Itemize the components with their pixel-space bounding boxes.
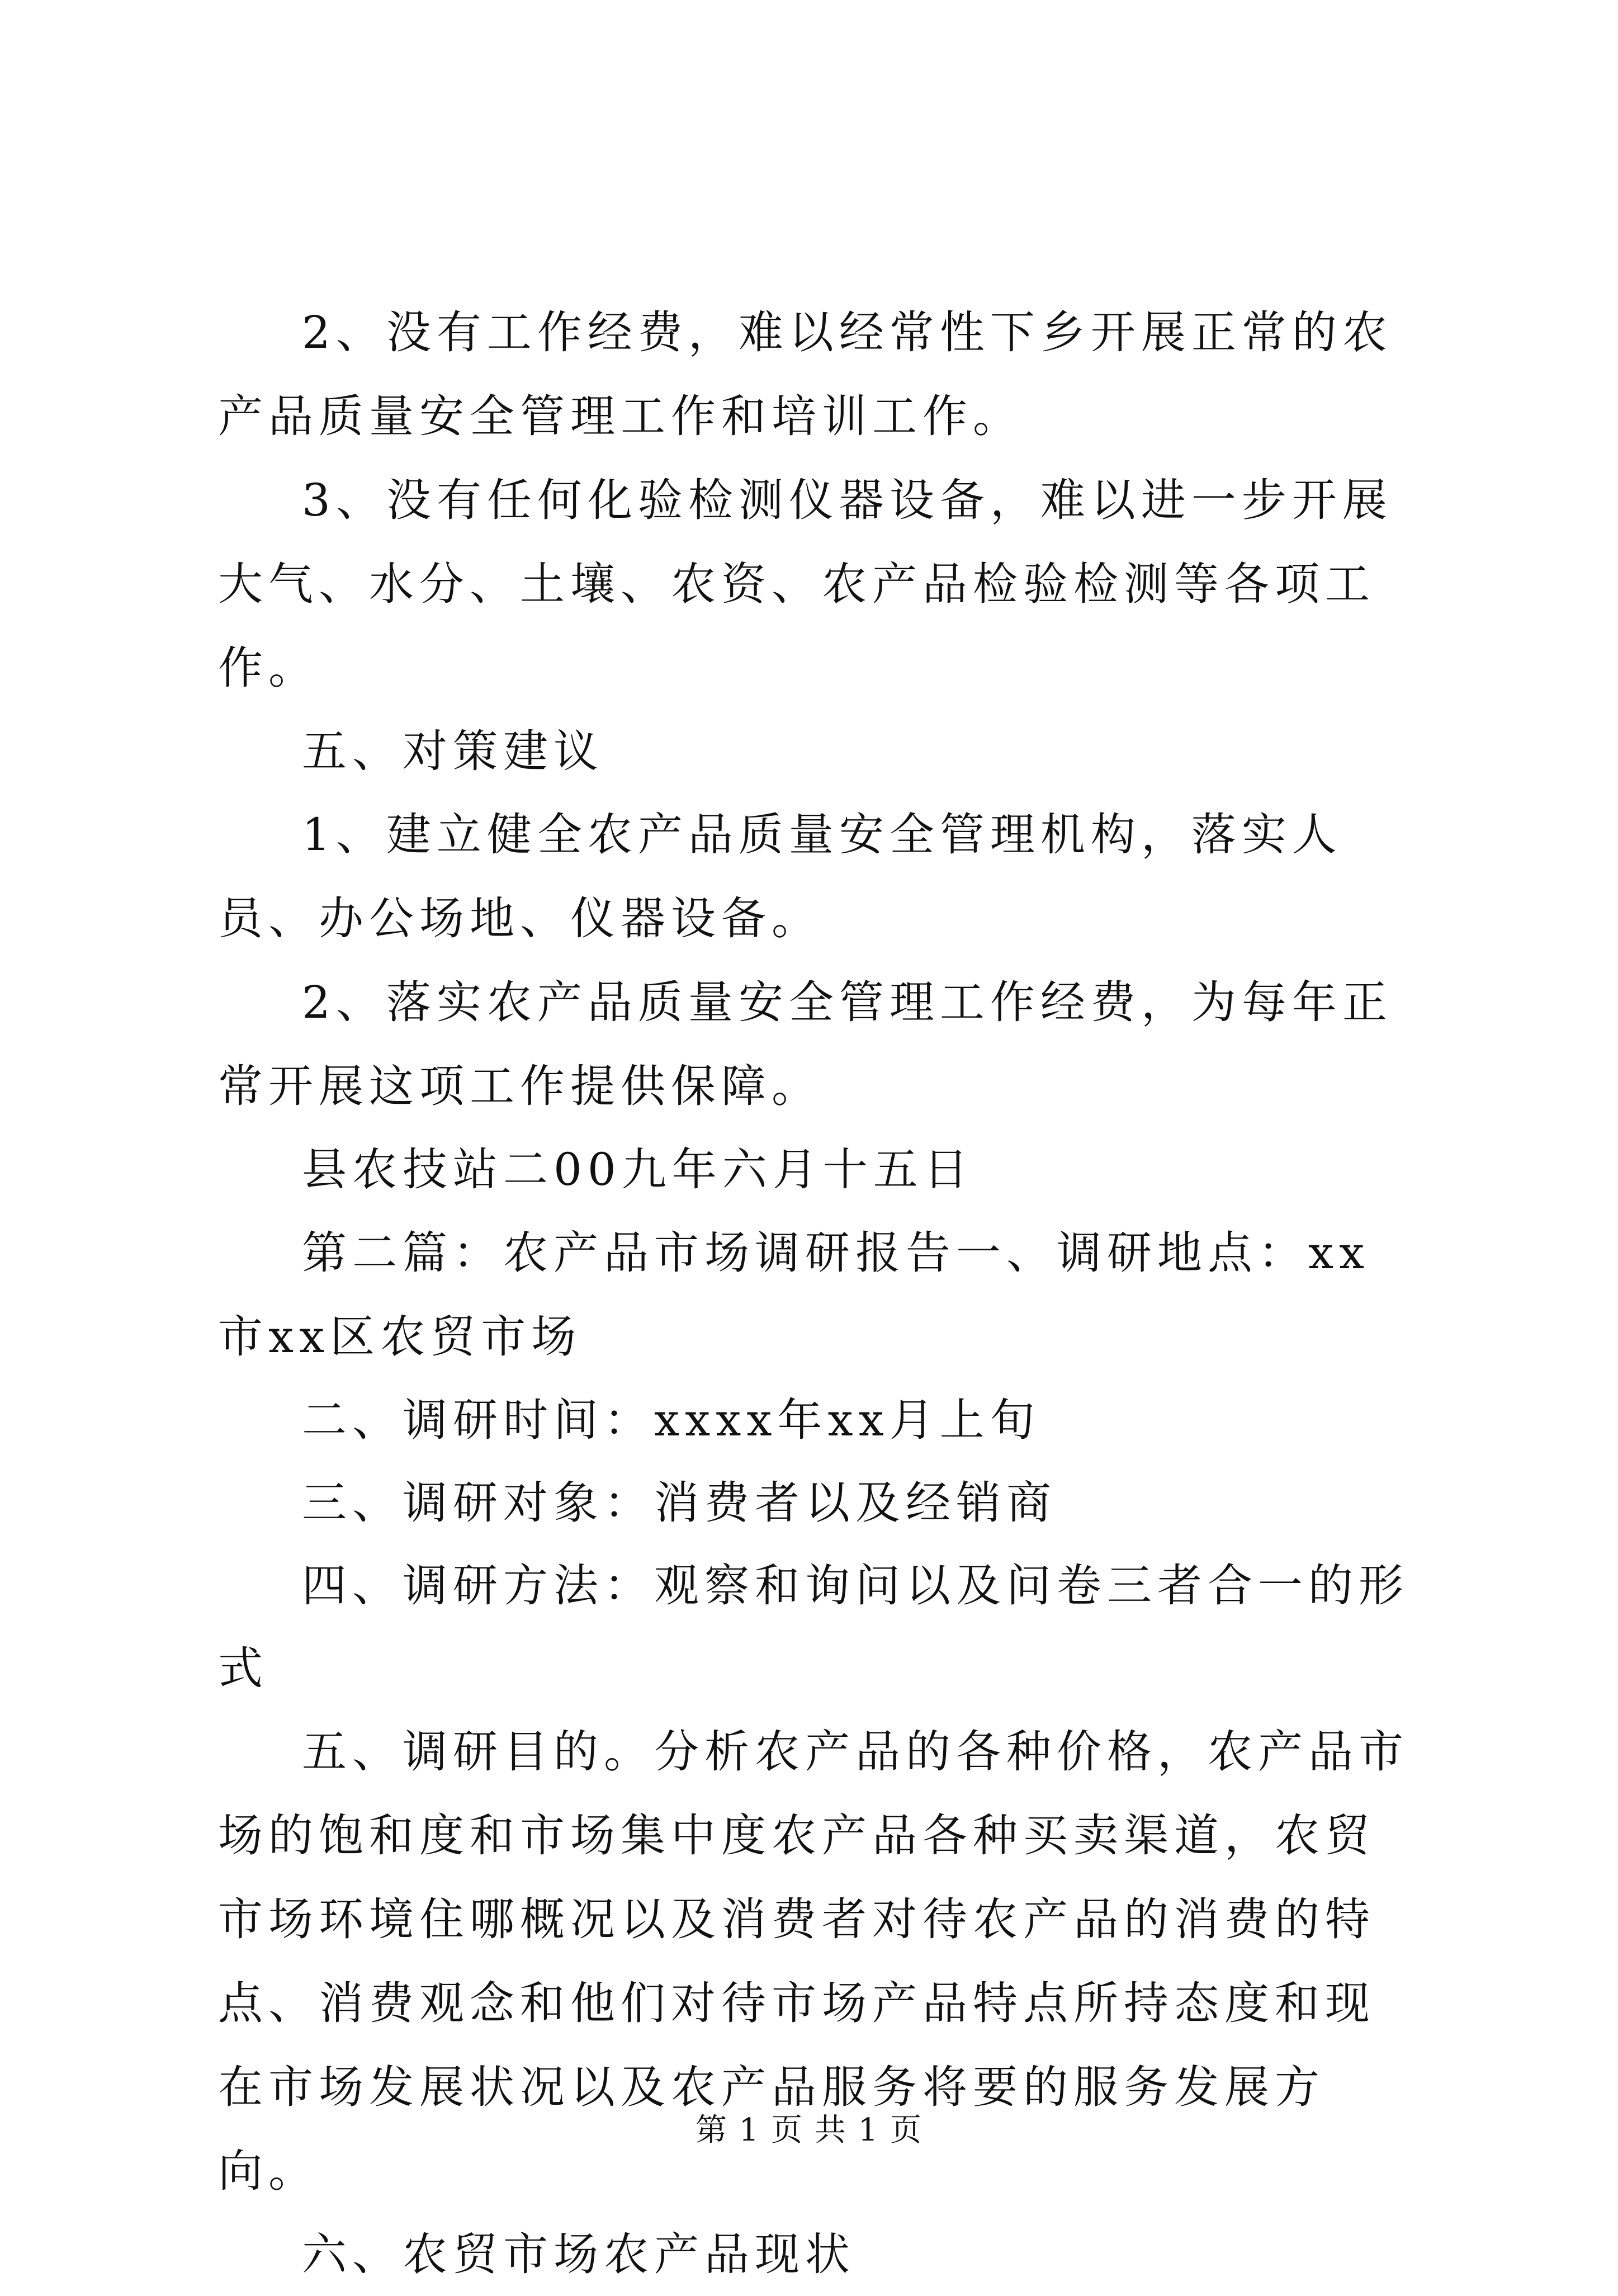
part-two-heading: 第二篇：农产品市场调研报告一、调研地点：xx市xx区农贸市场 [218, 1227, 1370, 1363]
survey-subjects: 三、调研对象：消费者以及经销商 [302, 1477, 1057, 1529]
survey-method: 四、调研方法：观察和询问以及问卷三者合一的形式 [218, 1560, 1409, 1694]
section-heading-market-status: 六、农贸市场农产品现状 [302, 2228, 855, 2280]
section-heading-recommendations: 五、对策建议 [302, 725, 604, 777]
survey-time: 二、调研时间：xxxx年xx月上旬 [302, 1394, 1040, 1446]
signature-date: 县农技站二00九年六月十五日 [302, 1144, 974, 1196]
paragraph-recommendation-2: 2、落实农产品质量安全管理工作经费，为每年正常开展这项工作提供保障。 [218, 976, 1393, 1112]
paragraph-funding: 2、没有工作经费，难以经常性下乡开展正常的农产品质量安全管理工作和培训工作。 [218, 306, 1393, 442]
survey-purpose: 五、调研目的。分析农产品的各种价格，农产品市场的饱和度和市场集中度农产品各种买卖渠道，农贸市场环境住哪概况以及消费者对待农产品的消费的特点、消费观念和他们对待市场产品特点所持态度和现在市场发展状况以及农产品服务将要的服务发展方向。 [218, 1726, 1409, 2197]
paragraph-equipment: 3、没有任何化验检测仪器设备，难以进一步开展大气、水分、土壤、农资、农产品检验检测等各项工作。 [218, 474, 1393, 694]
page-footer: 第 1 页 共 1 页 [695, 2112, 923, 2148]
document-body [218, 291, 1420, 2296]
paragraph-recommendation-1: 1、建立健全农产品质量安全管理机构，落实人员、办公场地、仪器设备。 [218, 809, 1342, 944]
